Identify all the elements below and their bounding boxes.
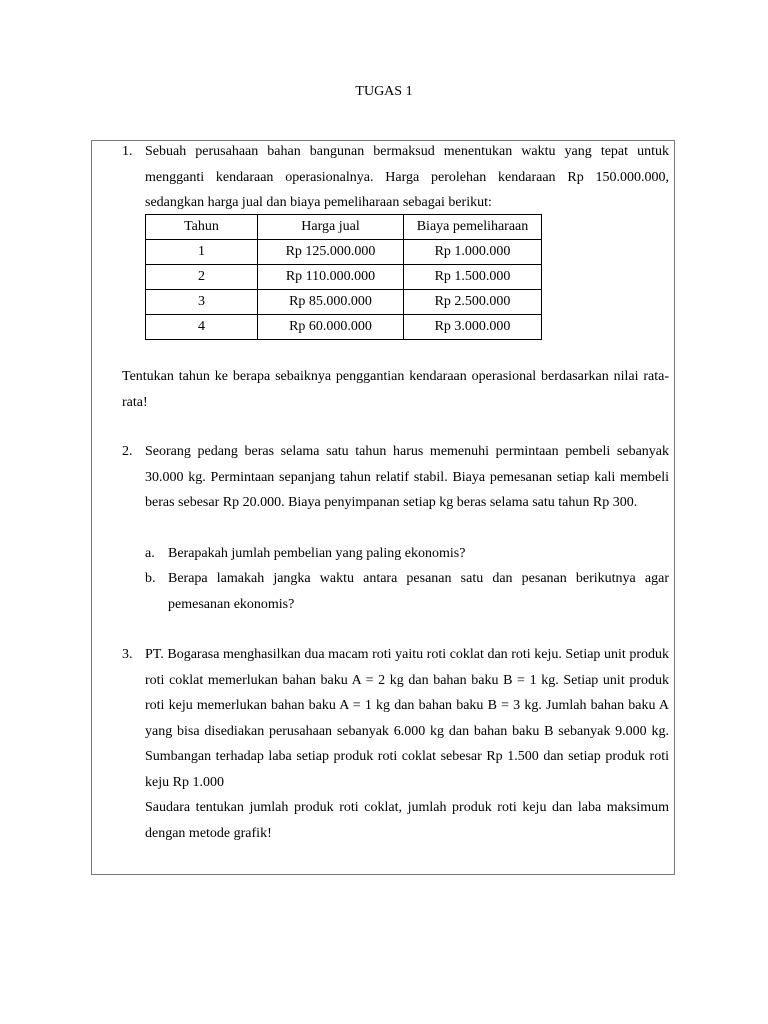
table-cell: Rp 125.000.000 [258, 240, 404, 265]
table-cell: Rp 2.500.000 [404, 290, 542, 315]
table-header-tahun: Tahun [146, 215, 258, 240]
table-cell: 2 [146, 265, 258, 290]
table-cell: Rp 3.000.000 [404, 315, 542, 340]
q2-number: 2. [122, 444, 133, 459]
table-cell: 1 [146, 240, 258, 265]
q2-text: Seorang pedang beras selama satu tahun harus memenuhi permintaan pembeli sebanyak 30.000 kg. Permintaan sepanjang tahun relatif stabil. Biaya pemesanan setiap kali membeli beras sebesar Rp 20.000. Biaya penyimpanan setiap kg beras selama satu tahun Rp 300. [145, 444, 669, 510]
q1-text: Sebuah perusahaan bahan bangunan bermaksud menentukan waktu yang tepat untuk mengganti kendaraan operasionalnya. Harga perolehan kendaraan Rp 150.000.000, sedangkan harga jual dan biaya pemeliharaan sebagai berikut: [145, 144, 669, 210]
table-cell: Rp 110.000.000 [258, 265, 404, 290]
table-row [146, 315, 542, 340]
table-header-row [146, 215, 542, 240]
table-cell: 3 [146, 290, 258, 315]
table-row [146, 265, 542, 290]
price-table [145, 214, 542, 340]
table-cell: Rp 60.000.000 [258, 315, 404, 340]
table-cell: Rp 1.500.000 [404, 265, 542, 290]
table-header-harga-jual: Harga jual [258, 215, 404, 240]
q2b-text: Berapa lamakah jangka waktu antara pesanan satu dan pesanan berikutnya agar pemesanan ekonomis? [168, 571, 669, 612]
q1-question: Tentukan tahun ke berapa sebaiknya penggantian kendaraan operasional berdasarkan nilai rata-rata! [122, 369, 669, 410]
table-cell: Rp 85.000.000 [258, 290, 404, 315]
q2a-letter: a. [145, 546, 155, 561]
table-row [146, 240, 542, 265]
page-title: TUGAS 1 [355, 84, 413, 99]
q2a-text: Berapakah jumlah pembelian yang paling ekonomis? [168, 546, 466, 561]
q1-number: 1. [122, 144, 133, 159]
table-cell: Rp 1.000.000 [404, 240, 542, 265]
table-row [146, 290, 542, 315]
table-cell: 4 [146, 315, 258, 340]
table-header-biaya: Biaya pemeliharaan [404, 215, 542, 240]
q3-number: 3. [122, 647, 133, 662]
q3-text: PT. Bogarasa menghasilkan dua macam roti yaitu roti coklat dan roti keju. Setiap unit produk roti coklat memerlukan bahan baku A = 2 kg dan bahan baku B = 1 kg. Setiap unit produk roti keju memerlukan bahan baku A = 1 kg dan bahan baku B = 3 kg. Jumlah bahan baku A yang bisa disediakan perusahaan sebanyak 6.000 kg dan bahan baku B sebanyak 9.000 kg. Sumbangan terhadap laba setiap produk roti coklat sebesar Rp 1.500 dan setiap produk roti keju Rp 1.000 [145, 647, 669, 790]
q2b-letter: b. [145, 571, 156, 586]
q3-question: Saudara tentukan jumlah produk roti coklat, jumlah produk roti keju dan laba maksimum dengan metode grafik! [145, 800, 669, 841]
